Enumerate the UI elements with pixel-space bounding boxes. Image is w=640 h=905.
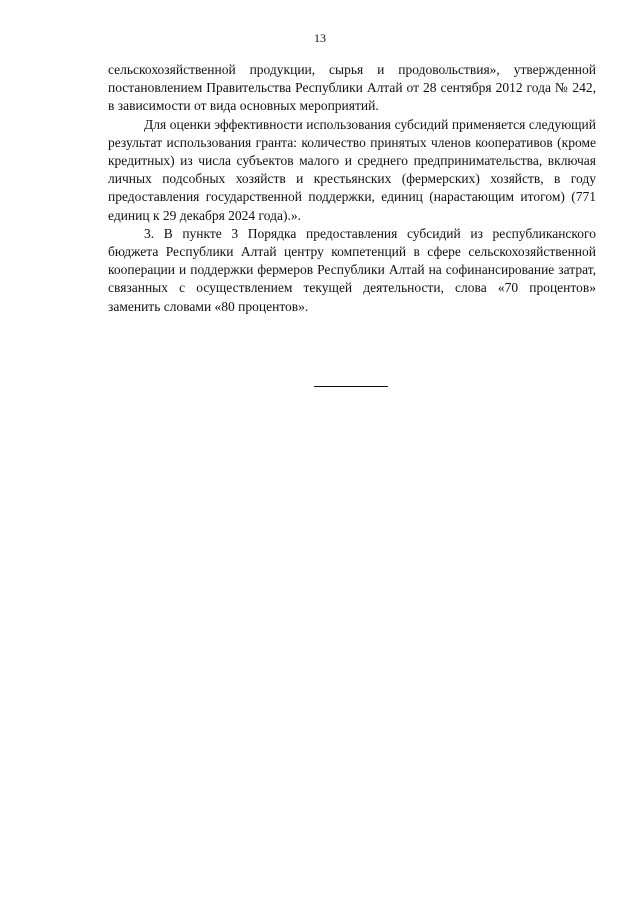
end-of-document-line — [314, 386, 388, 387]
paragraph-item-3: 3. В пункте 3 Порядка предоставления субсидий из республиканского бюджета Республики Алтай центру компетенций в сфере сельскохозяйственной кооперации и поддержки фермеров Республики Алтай на софинансирование затрат, связанных с осуществлением текущей деятельности, слова «70 процентов» заменить словами «80 процентов». — [108, 225, 596, 314]
paragraph-efficiency-assessment: Для оценки эффективности использования субсидий применяется следующий результат использования гранта: количество принятых членов кооперативов (кроме кредитных) из числа субъектов малого и среднего предпринимательства, включая личных подсобных хозяйств и крестьянских (фермерских) хозяйств, в году предоставления государственной поддержки, единиц (нарастающим итогом) (771 единиц к 29 декабря 2024 года).». — [108, 116, 596, 223]
document-body — [108, 61, 596, 316]
page-number: 13 — [314, 31, 326, 45]
paragraph-continuation: сельскохозяйственной продукции, сырья и продовольствия», утвержденной постановлением Правительства Республики Алтай от 28 сентября 2012 года № 242, в зависимости от вида основных мероприятий. — [108, 62, 596, 114]
